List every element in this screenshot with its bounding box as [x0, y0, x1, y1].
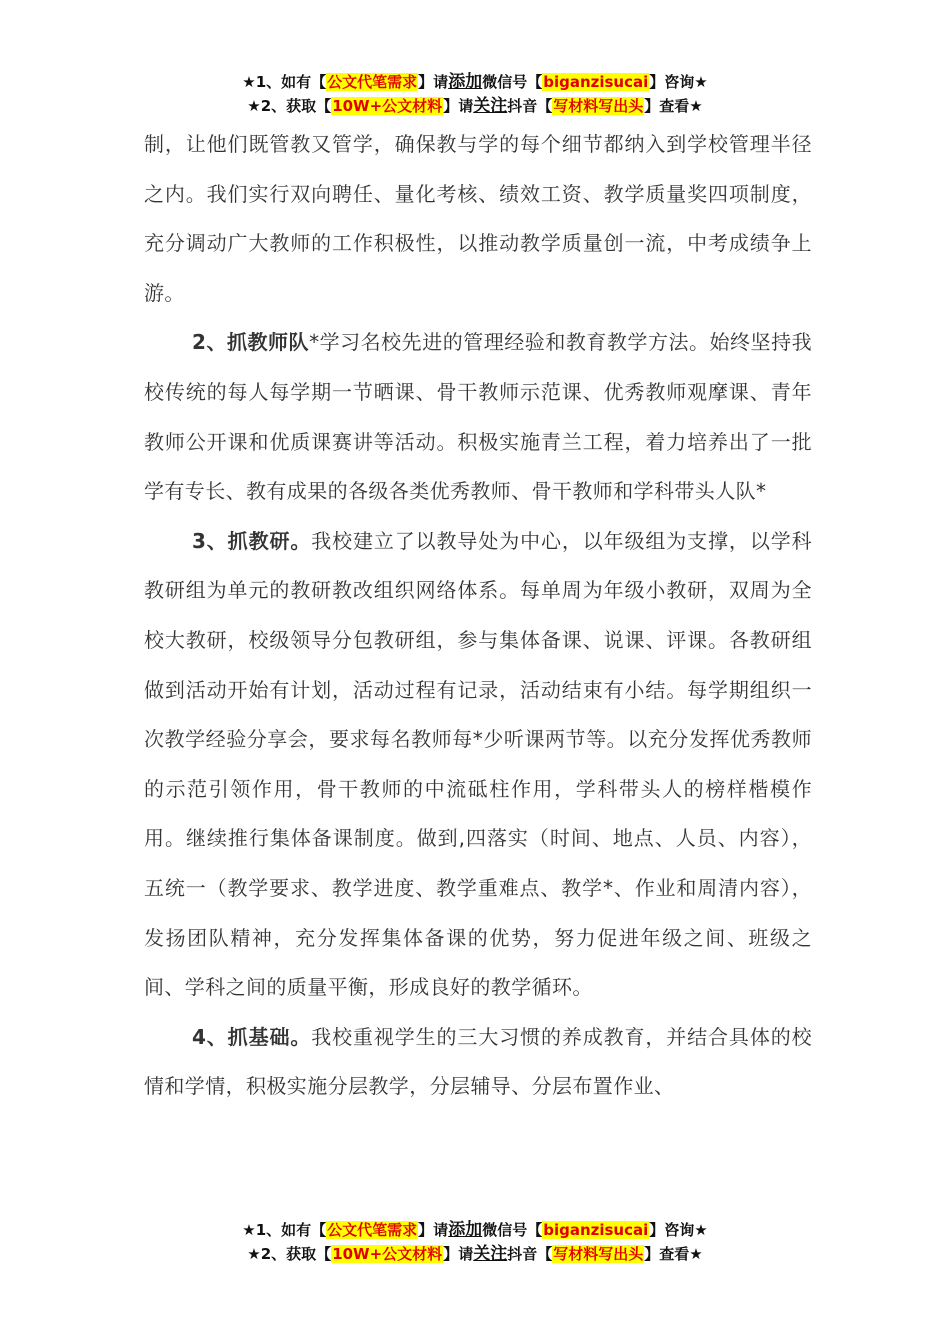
document-body: [144, 120, 812, 1112]
footer-banner: [0, 1218, 950, 1266]
paragraph-lead: 4、抓基础。: [192, 1024, 312, 1049]
highlight-text: 10W+公文材料: [332, 1245, 443, 1263]
highlight-text: 写材料写出头: [553, 97, 644, 115]
banner-line-1: ★1、如有【公文代笔需求】请添加微信号【biganzisucai】咨询★: [242, 72, 708, 92]
banner-line-1: ★1、如有【公文代笔需求】请添加微信号【biganzisucai】咨询★: [242, 1220, 708, 1240]
paragraph: [144, 318, 812, 516]
paragraph-lead: 2、抓教师队: [192, 330, 310, 355]
banner-line-2: ★2、获取【10W+公文材料】请关注抖音【写材料写出头】查看★: [247, 96, 703, 116]
paragraph: [144, 517, 812, 1013]
highlight-text: 公文代笔需求: [327, 73, 418, 91]
paragraph-lead: 3、抓教研。: [192, 528, 312, 553]
paragraph-text: 制，让他们既管教又管学，确保教与学的每个细节都纳入到学校管理半径之内。我们实行双向聘任、量化考核、绩效工资、教学质量奖四项制度，充分调动广大教师的工作积极性，以推动教学质量创一流，中考成绩争上游。: [144, 132, 812, 305]
underlined-text: 关注: [473, 1244, 508, 1264]
highlight-text: 公文代笔需求: [327, 1221, 418, 1239]
highlight-text: 写材料写出头: [553, 1245, 644, 1263]
paragraph: [144, 1013, 812, 1112]
underlined-text: 添加: [448, 72, 483, 92]
paragraph-text: *学习名校先进的管理经验和教育教学方法。始终坚持我校传统的每人每学期一节晒课、骨干教师示范课、优秀教师观摩课、青年教师公开课和优质课赛讲等活动。积极实施青兰工程，着力培养出了一批学有专长、教有成果的各级各类优秀教师、骨干教师和学科带头人队*: [144, 330, 812, 504]
header-banner: [0, 70, 950, 118]
underlined-text: 添加: [448, 1220, 483, 1240]
paragraph-text: 我校重视学生的三大习惯的养成教育，并结合具体的校情和学情，积极实施分层教学，分层辅导、分层布置作业、: [144, 1024, 812, 1099]
highlight-text: biganzisucai: [543, 1221, 649, 1239]
underlined-text: 关注: [473, 96, 508, 116]
highlight-text: biganzisucai: [543, 73, 649, 91]
highlight-text: 10W+公文材料: [332, 97, 443, 115]
paragraph: [144, 120, 812, 318]
banner-line-2: ★2、获取【10W+公文材料】请关注抖音【写材料写出头】查看★: [247, 1244, 703, 1264]
paragraph-text: 我校建立了以教导处为中心，以年级组为支撑，以学科教研组为单元的教研教改组织网络体系。每单周为年级小教研，双周为全校大教研，校级领导分包教研组，参与集体备课、说课、评课。各教研组做到活动开始有计划，活动过程有记录，活动结束有小结。每学期组织一次教学经验分享会，要求每名教师每*少听课两节等。以充分发挥优秀教师的示范引领作用，骨干教师的中流砥柱作用，学科带头人的榜样楷模作用。继续推行集体备课制度。做到,四落实（时间、地点、人员、内容），五统一（教学要求、教学进度、教学重难点、教学*、作业和周清内容），发扬团队精神，充分发挥集体备课的优势，努力促进年级之间、班级之间、学科之间的质量平衡，形成良好的教学循环。: [144, 528, 812, 1000]
